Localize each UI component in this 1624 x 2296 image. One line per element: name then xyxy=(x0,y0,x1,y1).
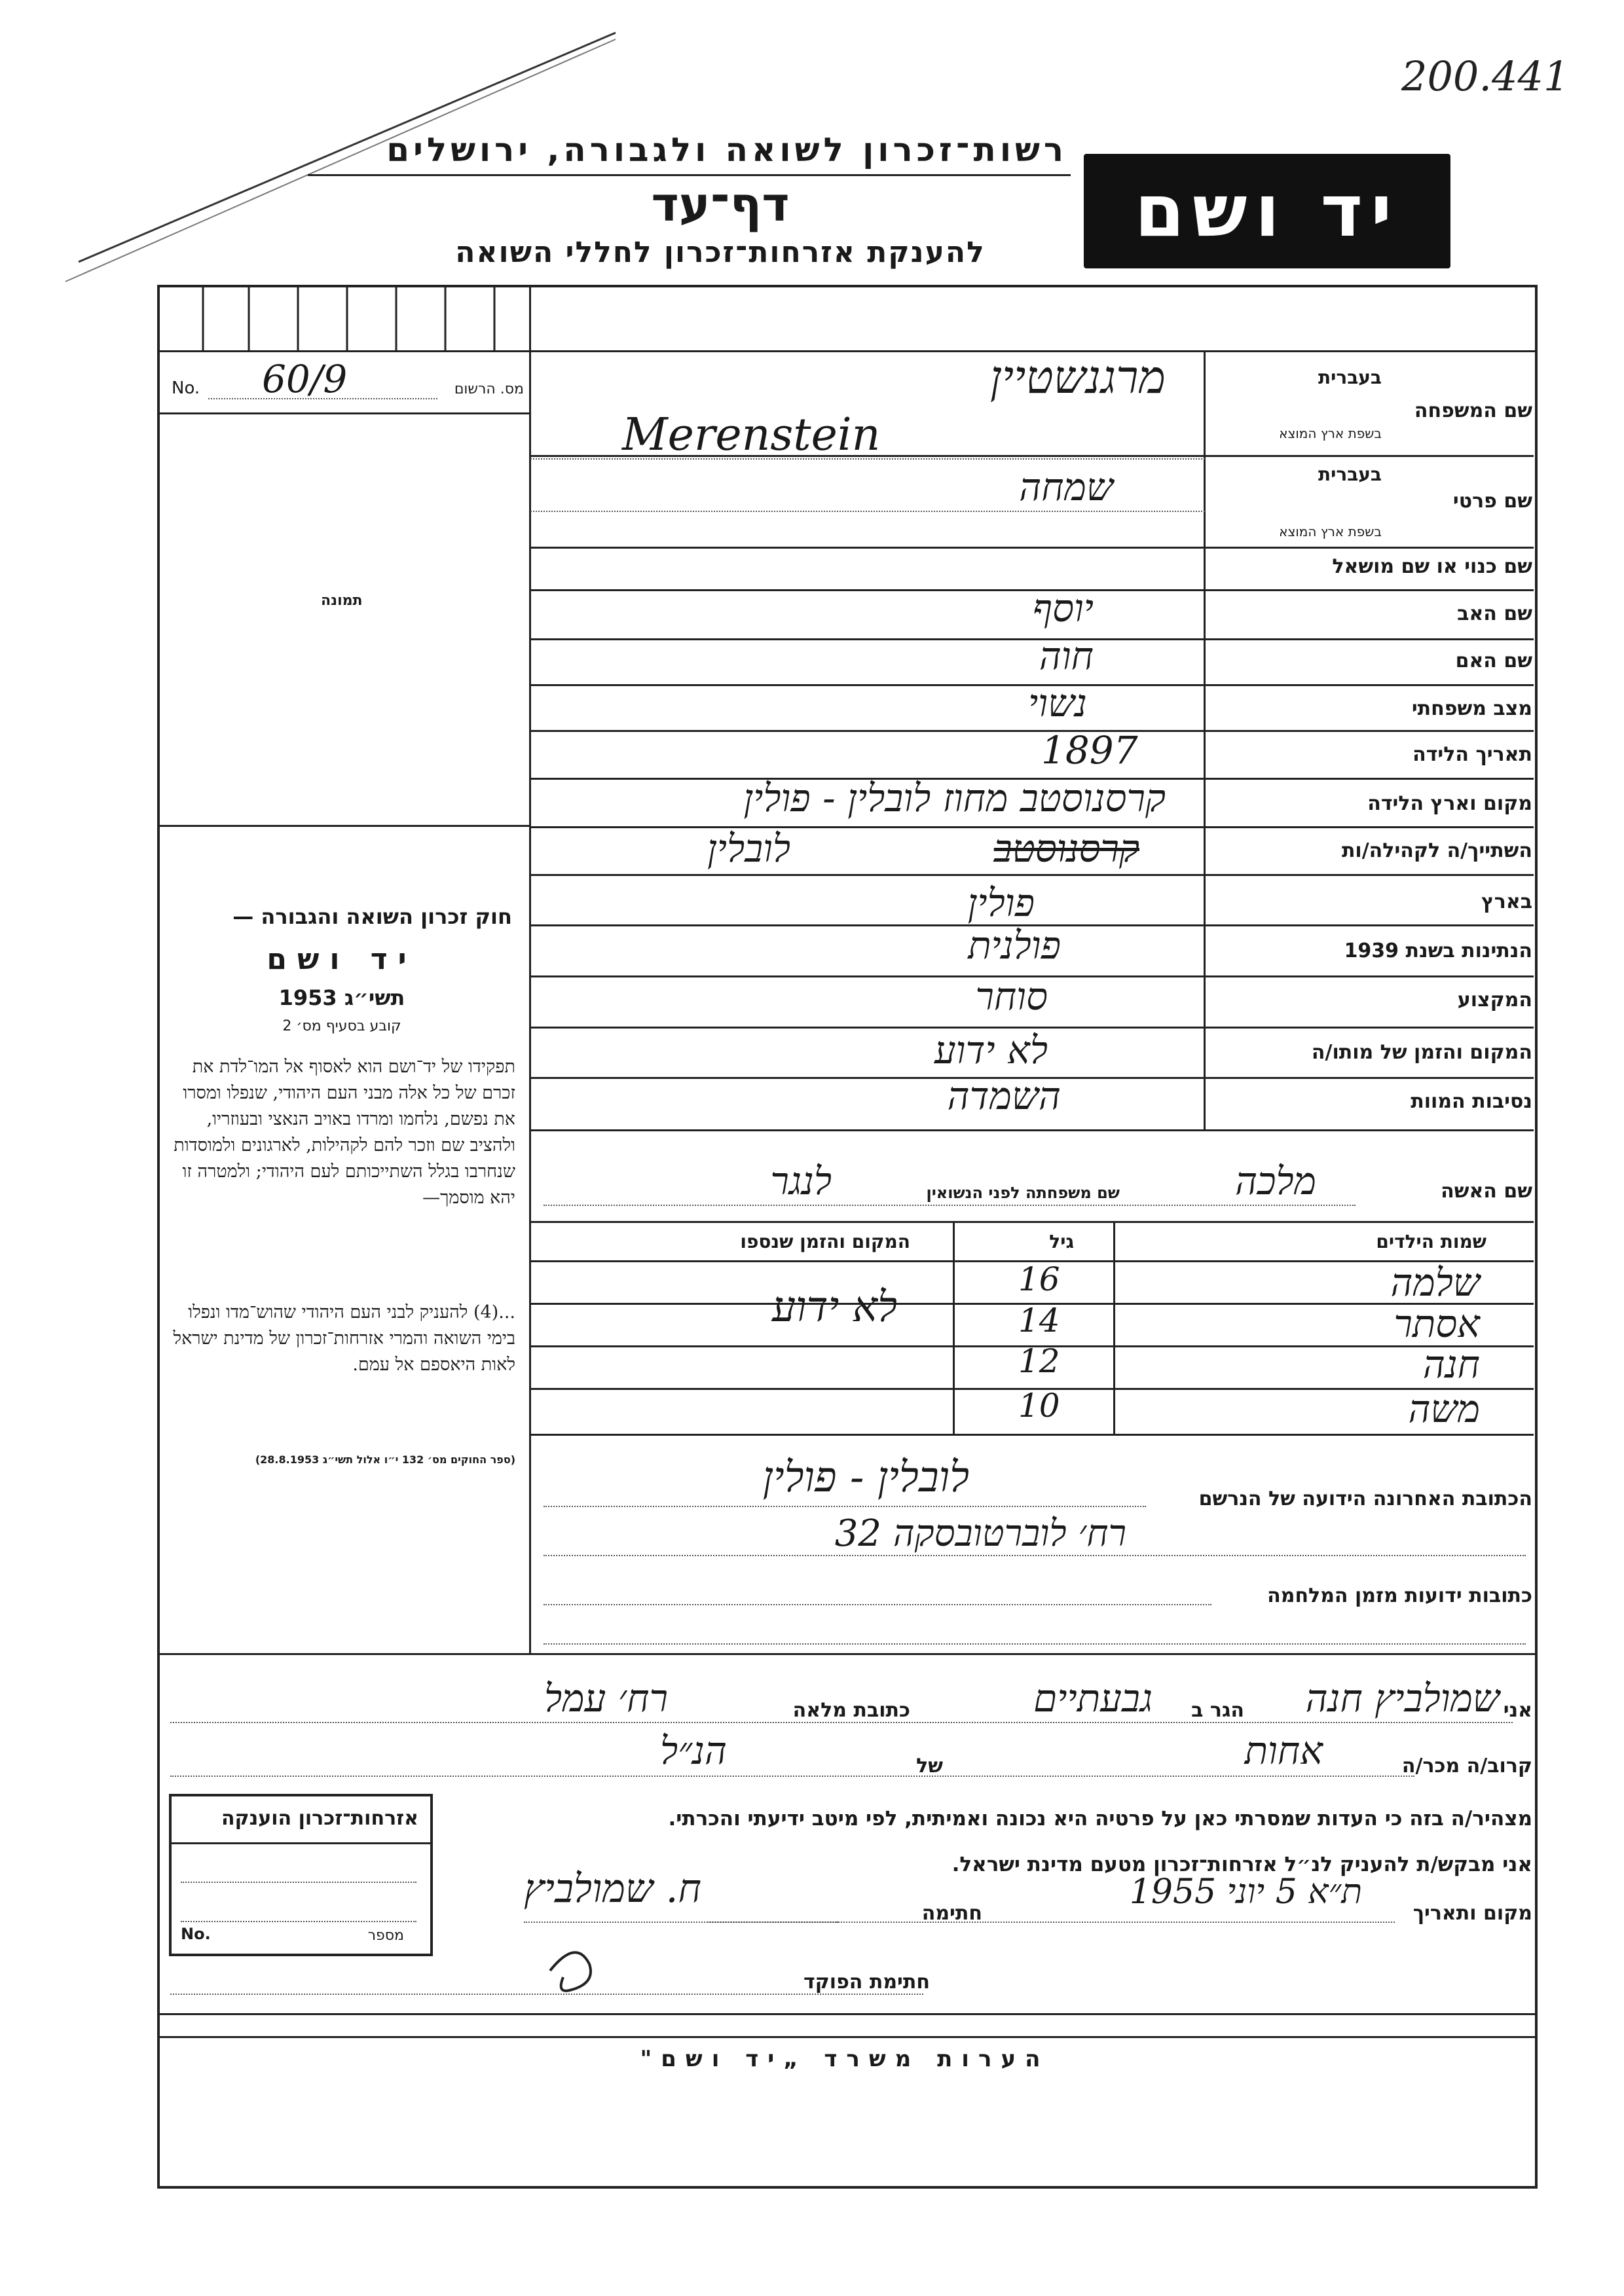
last-address-line-2 xyxy=(544,1555,1526,1556)
award-no-label: No. xyxy=(181,1925,211,1943)
declarant-resides-label: הגר ב xyxy=(1191,1699,1244,1722)
declaration-line-1: מצהיר/ה בזה כי העדות שמסרתי כאן על פרטיה היא נכונה ואמיתית, לפי מיטב ידיעתי והכרתי. xyxy=(668,1807,1532,1831)
official-signature-mark xyxy=(537,1938,616,2003)
family-line xyxy=(530,458,1205,460)
death-cause-value: השמדה xyxy=(947,1074,1061,1118)
declaration-line-2: אני מבקש/ת להעניק לנ״ל אזרחות־זכרון מטעם מדינת ישראל. xyxy=(951,1853,1532,1876)
community-struck-value: קרסנוסטב xyxy=(993,826,1139,871)
yad-vashem-logo xyxy=(1084,154,1450,268)
birth-place-value: קרסנוסטב מחוז לובלין - פולין xyxy=(743,776,1166,820)
child-name: שלמה xyxy=(1390,1260,1480,1305)
child-age: 16 xyxy=(1018,1260,1060,1298)
child-age: 12 xyxy=(1018,1342,1060,1380)
children-col-divider-1 xyxy=(953,1221,955,1434)
declarant-city: גבעתיים xyxy=(1033,1676,1153,1721)
footer-remarks: הערות משרד „יד ושם" xyxy=(640,2046,1050,2072)
row-line-2 xyxy=(530,638,1534,640)
declarant-address: רח׳ עמל xyxy=(544,1676,668,1721)
photo-box-bottom xyxy=(157,825,530,827)
death-cause-label: נסיבות המוות xyxy=(1411,1090,1532,1113)
death-place-label: המקום והזמן של מותו/ה xyxy=(1311,1041,1532,1064)
first-row-bottom xyxy=(530,547,1534,549)
footer-divider-2 xyxy=(157,2036,1535,2038)
row-line-12 xyxy=(530,1129,1534,1131)
last-address-value-2: רח׳ לוברטובסקה 32 xyxy=(834,1512,1126,1555)
declarant-top xyxy=(157,1653,1535,1655)
wartime-address-label: כתובות ידועות מזמן המלחמה xyxy=(1267,1584,1532,1607)
award-title: אזרחות־זכרון הוענקה xyxy=(221,1807,418,1830)
children-col-age: גיל xyxy=(1049,1231,1074,1252)
first-line xyxy=(530,511,1205,512)
award-line-2 xyxy=(181,1921,416,1922)
reg-label: מס. הרשום xyxy=(454,381,524,397)
child-name: חנה xyxy=(1422,1342,1480,1387)
last-address-label: הכתובת האחרונה הידועה של הנרשם xyxy=(1198,1487,1532,1510)
death-place-value: לא ידוע xyxy=(934,1028,1048,1072)
signature-label: חתימה xyxy=(921,1902,982,1925)
citizenship-label: הנתינות בשנת 1939 xyxy=(1344,939,1532,962)
relative-value: אחות xyxy=(1244,1728,1323,1773)
award-box xyxy=(169,1794,433,1956)
community-value: לובלין xyxy=(707,826,791,871)
declarant-i-label: אני xyxy=(1503,1699,1532,1722)
reg-no-label: No. xyxy=(172,378,200,398)
family-origin-label: בשפת ארץ המוצא xyxy=(1279,426,1382,441)
place-date-value: ת״א 5 יוני 1955 xyxy=(1129,1872,1362,1912)
marital-label: מצב משפחתי xyxy=(1411,697,1532,720)
last-address-value-1: לובלין - פולין xyxy=(762,1453,969,1502)
family-name-label: שם המשפחה xyxy=(1414,399,1532,422)
child-age: 10 xyxy=(1018,1387,1060,1425)
law-reference: (ספר החוקים מס׳ 132 י״ו אלול תשי״ג 28.8.1953) xyxy=(255,1453,515,1466)
row-line-4 xyxy=(530,730,1534,732)
law-section: קובע בסעיף מס׳ 2 xyxy=(282,1018,401,1034)
award-number-label: מספר xyxy=(367,1927,404,1944)
form-title: דף־עד xyxy=(651,177,790,232)
relative-label: קרוב/ה מכר/ה xyxy=(1401,1755,1532,1777)
children-col-place: המקום והזמן שנספו xyxy=(740,1231,910,1252)
last-address-line xyxy=(544,1506,1146,1507)
marital-value: נשוי xyxy=(1028,681,1087,725)
of-label: של xyxy=(916,1755,943,1777)
official-signature-label: חתימת הפוקד xyxy=(803,1971,930,1994)
country-value: פולין xyxy=(967,881,1035,925)
authority-title: רשות־זכרון לשואה ולגבורה, ירושלים xyxy=(386,131,1067,169)
community-label: השתייך/ה לקהילה/ות xyxy=(1341,839,1532,862)
of-value: הנ״ל xyxy=(659,1728,727,1773)
family-row-bottom xyxy=(530,455,1534,457)
footer-divider-1 xyxy=(157,2013,1535,2015)
label-column-divider xyxy=(1204,350,1206,1129)
family-name-origin: Merenstein xyxy=(622,409,881,461)
declarant-line xyxy=(170,1722,1513,1723)
father-value: יוסף xyxy=(1032,586,1094,630)
top-strip-bottom xyxy=(157,350,1535,352)
signature-line xyxy=(524,1922,838,1923)
profession-value: סוחר xyxy=(975,974,1048,1019)
first-origin-label: בשפת ארץ המוצא xyxy=(1279,524,1382,539)
children-col-name: שמות הילדים xyxy=(1376,1231,1486,1252)
children-table-bottom xyxy=(530,1434,1534,1436)
wife-row-bottom xyxy=(530,1221,1534,1223)
wife-label: שם האשה xyxy=(1441,1180,1532,1203)
profession-label: המקצוע xyxy=(1457,989,1532,1011)
wife-value: מלכה xyxy=(1235,1159,1316,1203)
left-column-divider xyxy=(529,285,531,1653)
country-label: בארץ xyxy=(1481,890,1532,913)
first-hebrew-label: בעברית xyxy=(1318,464,1382,485)
signature-value: ח. שמולביץ xyxy=(524,1866,702,1912)
relative-line xyxy=(170,1776,1414,1777)
law-name: יד ושם xyxy=(267,943,417,976)
nickname-label: שם כנוי או שם מושאל xyxy=(1332,555,1532,578)
children-col-divider-2 xyxy=(1113,1221,1115,1434)
law-text-2: ...(4) להעניק לבני העם היהודי שהוש־מדו ונפלו בימי השואה והמרי אזרחות־זכרון של מדינת ישראל לאות היאספם אל עמם. xyxy=(173,1302,515,1375)
place-date-label: מקום ותאריך xyxy=(1412,1902,1532,1925)
birth-date-label: תאריך הלידה xyxy=(1412,743,1532,766)
father-label: שם האב xyxy=(1457,602,1532,625)
birth-place-label: מקום וארץ הלידה xyxy=(1367,792,1532,815)
mother-label: שם האם xyxy=(1455,649,1532,672)
authority-underline xyxy=(308,174,1071,176)
child-name: אסתר xyxy=(1393,1302,1480,1346)
law-year: תשי״ג 1953 xyxy=(278,985,405,1010)
child-name: משה xyxy=(1408,1387,1480,1431)
first-name-label: שם פרטי xyxy=(1452,490,1532,513)
archive-stamp-number: 200.441 xyxy=(1401,52,1570,100)
reg-row-bottom xyxy=(157,412,530,414)
child-age: 14 xyxy=(1018,1302,1060,1339)
award-line-1 xyxy=(181,1882,416,1883)
law-text-1: תפקידו של יד־ושם הוא לאסוף אל המו־לדת את זכרם של כל אלה מבני העם היהודי, שנפלו ומסרו את נפשם, נלחמו ומרדו באויב הנאצי ובעוזריו, ולהציב שם וזכר להם לקהילות, לארגונים ולמוסדות שנחרבו בגלל השתייכותם לעם היהודי; ולמטרה זו יהא מוסמך— xyxy=(174,1057,515,1208)
first-name-hebrew: שמחה xyxy=(1019,465,1113,509)
family-name-hebrew: מרגנשטיין xyxy=(989,350,1166,404)
declarant-address-label: כתובת מלאה xyxy=(792,1699,910,1722)
reg-no-value: 60/9 xyxy=(262,357,348,401)
wartime-line xyxy=(544,1604,1211,1605)
wartime-line-2 xyxy=(544,1643,1526,1645)
citizenship-value: פולנית xyxy=(968,923,1061,968)
photo-label: תמונה xyxy=(321,592,363,609)
wife-maiden-value: לנגר xyxy=(770,1159,832,1203)
law-title: חוק זכרון השואה והגבורה — xyxy=(232,904,512,929)
declarant-name: שמולביץ חנה xyxy=(1305,1676,1500,1721)
award-title-line xyxy=(172,1842,430,1844)
row-line-7 xyxy=(530,874,1534,876)
wife-line xyxy=(544,1205,1356,1206)
wife-maiden-label: שם משפחתה לפני הנשואין xyxy=(926,1184,1120,1202)
logo-text: יד ושם xyxy=(1134,169,1400,253)
form-subtitle: להענקת אזרחות־זכרון לחללי השואה xyxy=(455,236,986,269)
mother-value: חוה xyxy=(1039,634,1094,678)
top-strip-ticks xyxy=(157,286,537,350)
birth-date-value: 1897 xyxy=(1041,728,1138,773)
family-hebrew-label: בעברית xyxy=(1318,367,1382,388)
children-place-note: לא ידוע xyxy=(771,1283,897,1332)
